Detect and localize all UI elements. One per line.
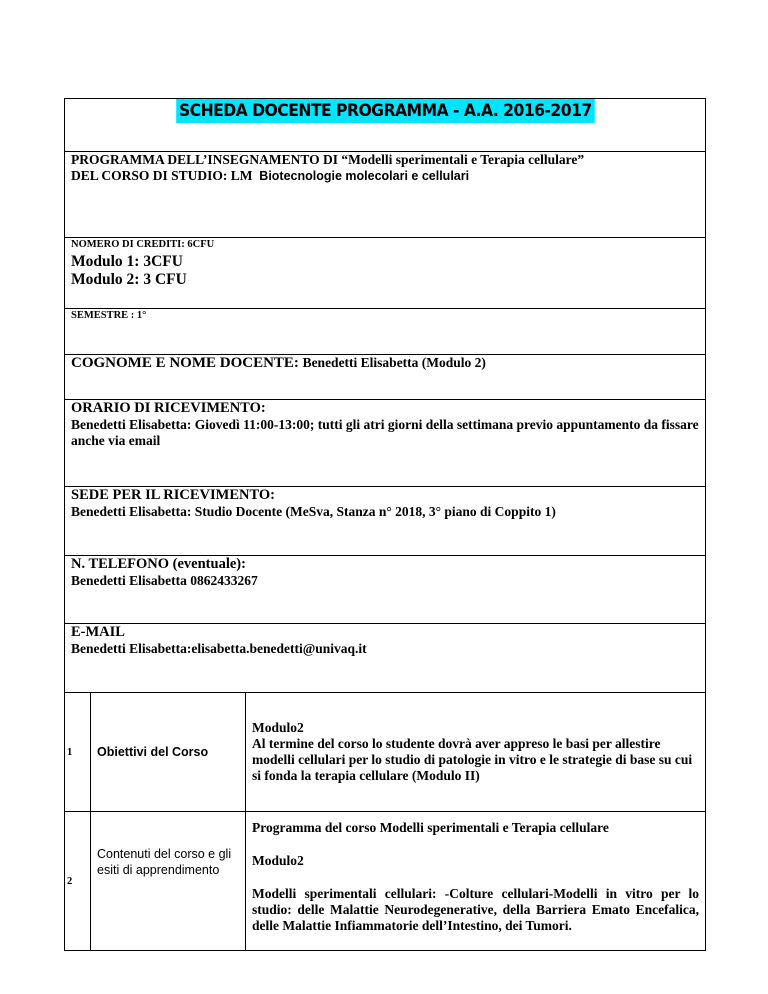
section-row-contents <box>65 812 706 951</box>
phone-row <box>65 556 706 624</box>
semester-row <box>65 309 706 355</box>
title-row <box>65 99 706 152</box>
section-intro: Programma del corso Modelli sperimentali e Terapia cellulare <box>252 820 609 835</box>
semester-text: SEMESTRE : 1° <box>71 310 147 321</box>
email-value: Benedetti Elisabetta:elisabetta.benedetti@univaq.it <box>71 641 367 656</box>
section-title: Obiettivi del Corso <box>97 745 209 759</box>
office-location-label: SEDE PER IL RICEVIMENTO: <box>71 487 275 503</box>
teacher-row <box>65 355 706 400</box>
course-of-study-value: Biotecnologie molecolari e cellulari <box>259 169 470 183</box>
program-row <box>65 152 706 238</box>
teacher-name: Benedetti Elisabetta (Modulo 2) <box>302 355 486 370</box>
office-hours-label: ORARIO DI RICEVIMENTO: <box>71 400 266 416</box>
section-title: Contenuti del corso e gli esiti di apprendimento <box>97 847 232 877</box>
page-title: SCHEDA DOCENTE PROGRAMMA - A.A. 2016-2017 <box>176 99 594 123</box>
credits-row <box>65 238 706 309</box>
course-sheet <box>64 98 704 951</box>
section-row-objectives <box>65 693 706 812</box>
office-location-row <box>65 487 706 556</box>
course-of-study-label: DEL CORSO DI STUDIO: LM <box>71 168 253 183</box>
credits-label: NOMERO DI CREDITI: 6CFU <box>71 239 215 250</box>
section-body: Modelli sperimentali cellulari: -Colture cellulari-Modelli in vitro per lo studio: delle Malattie Neurodegenerative, della Barriera Emato Encefalica, delle Malattie Infiammatorie dell’Intestino, dei Tumori. <box>252 886 700 933</box>
section-body: Al termine del corso lo studente dovrà aver appreso le basi per allestire modelli cellulari per lo studio di patologie in vitro e le strategie di base su cui si fonda la terapia cellulare (Modulo II) <box>252 736 693 783</box>
office-hours-value: : Giovedì 11:00-13:00; tutti gli atri giorni della settimana previo appuntamento da fissare anche via email <box>71 417 699 448</box>
course-sheet-table <box>64 98 706 951</box>
office-hours-teacher: Benedetti Elisabetta <box>71 417 187 432</box>
section-heading: Modulo2 <box>252 853 304 868</box>
phone-label: N. TELEFONO (eventuale): <box>71 556 246 572</box>
teacher-label: COGNOME E NOME DOCENTE: <box>71 355 299 371</box>
credits-module-2: Modulo 2: 3 CFU <box>71 271 187 288</box>
section-number: 1 <box>65 693 91 812</box>
email-label: E-MAIL <box>71 624 125 640</box>
office-location-value: Benedetti Elisabetta: Studio Docente (MeSva, Stanza n° 2018, 3° piano di Coppito 1) <box>71 504 556 519</box>
email-row <box>65 624 706 693</box>
section-number: 2 <box>65 812 91 951</box>
office-hours-row <box>65 400 706 487</box>
program-title: PROGRAMMA DELL’INSEGNAMENTO DI “Modelli sperimentali e Terapia cellulare” <box>71 152 585 167</box>
credits-module-1: Modulo 1: 3CFU <box>71 253 183 270</box>
section-heading: Modulo2 <box>252 720 304 735</box>
phone-value: Benedetti Elisabetta 0862433267 <box>71 573 258 588</box>
